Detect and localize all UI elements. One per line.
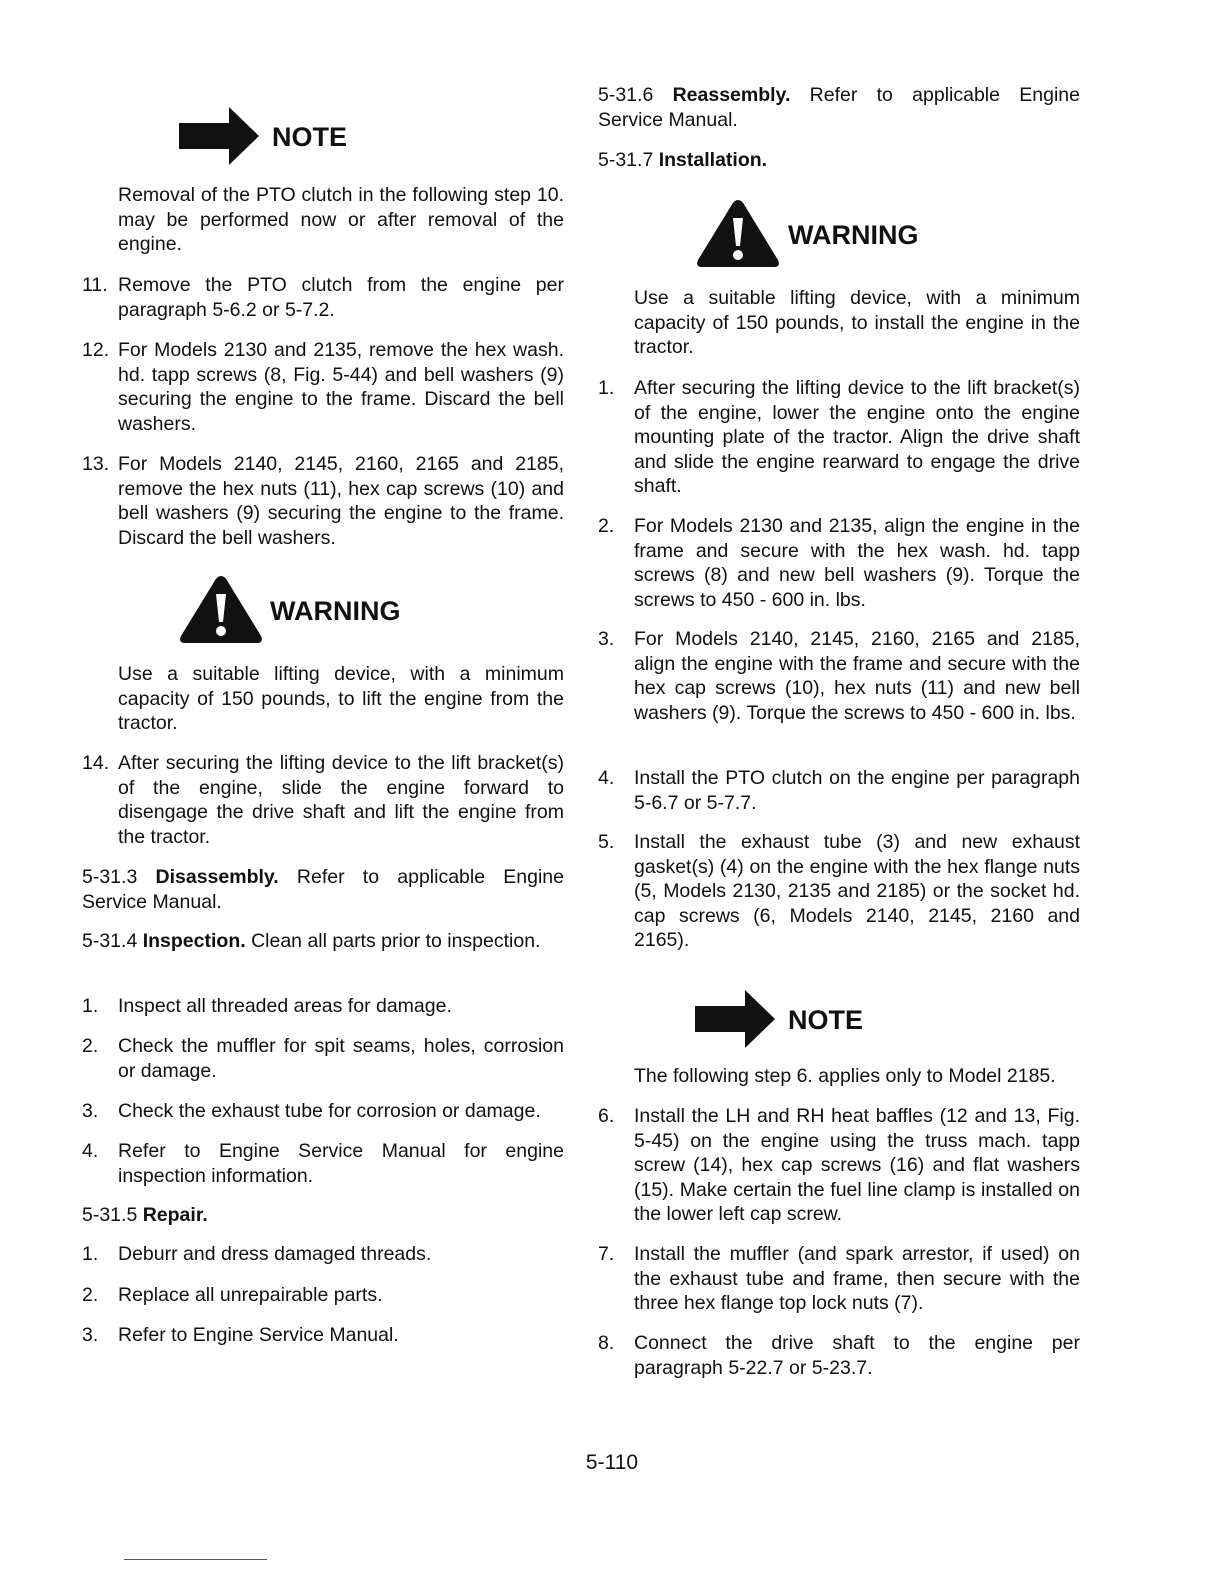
warning-triangle-icon xyxy=(695,198,781,268)
warning-label: WARNING xyxy=(788,220,919,250)
footer-divider xyxy=(124,1559,267,1560)
warning-text: Use a suitable lifting device, with a minimum capacity of 150 pounds, to install the engine in the tractor. xyxy=(634,287,1080,358)
warning-triangle-icon xyxy=(178,574,264,644)
note-label: NOTE xyxy=(272,122,348,152)
arrow-right-icon xyxy=(695,990,777,1048)
section-installation: 5-31.7 Installation. xyxy=(598,149,768,171)
section-disassembly: 5-31.3 Disassembly. Refer to applicable Engine Service Manual. xyxy=(82,866,564,913)
arrow-right-icon xyxy=(179,107,261,165)
warning-text: Use a suitable lifting device, with a minimum capacity of 150 pounds, to lift the engine from the tractor. xyxy=(118,663,564,734)
warning-label: WARNING xyxy=(270,596,401,626)
section-inspection: 5-31.4 Inspection. Clean all parts prior to inspection. xyxy=(82,930,541,952)
page-number: 5-110 xyxy=(585,1451,639,1474)
note-label: NOTE xyxy=(788,1005,864,1035)
section-repair: 5-31.5 Repair. xyxy=(82,1204,208,1226)
note-text: Removal of the PTO clutch in the following step 10. may be performed now or after removal of the engine. xyxy=(118,184,564,255)
section-reassembly: 5-31.6 Reassembly. Refer to applicable Engine Service Manual. xyxy=(598,84,1080,131)
note-text: The following step 6. applies only to Model 2185. xyxy=(634,1065,1056,1087)
